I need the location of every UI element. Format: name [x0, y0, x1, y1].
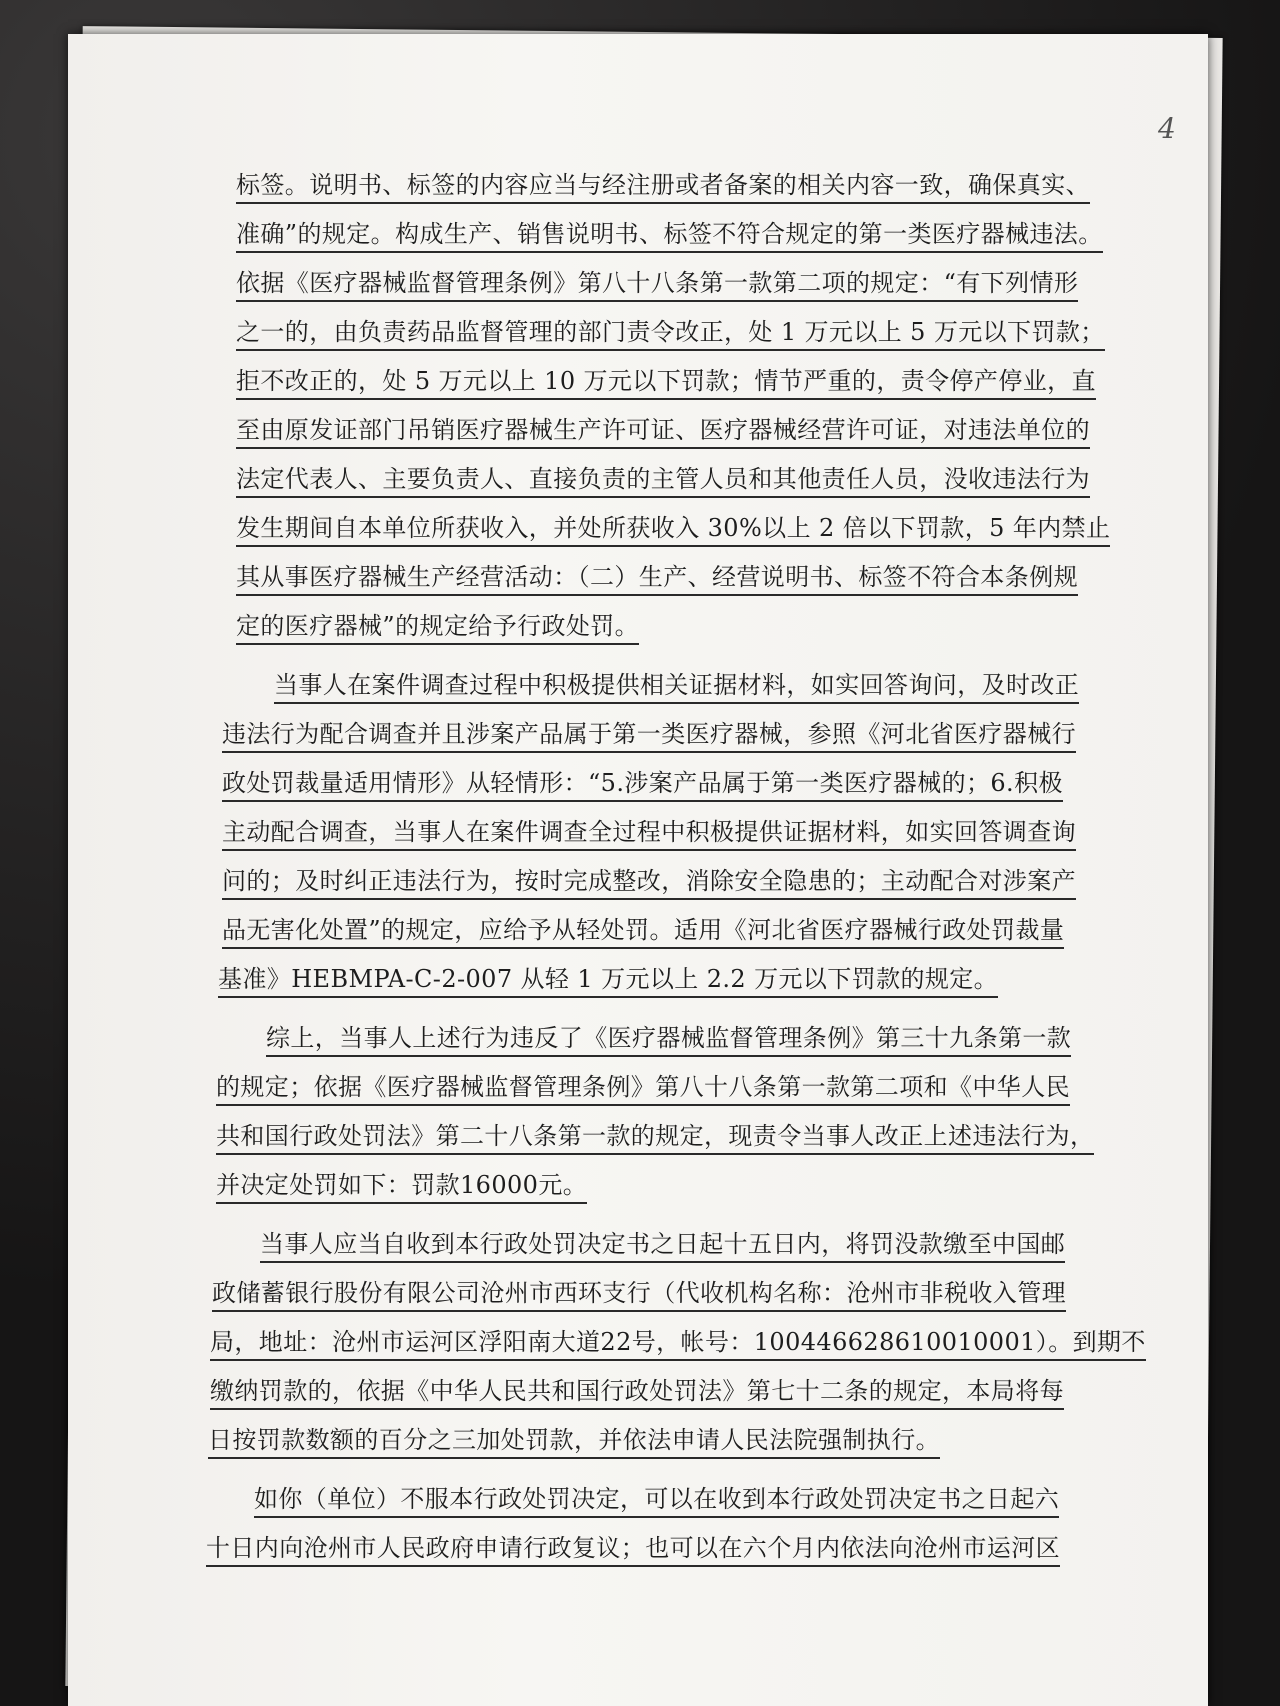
text-line: [196, 358, 1116, 405]
text-line: [196, 260, 1116, 307]
text-line-content: 共和国行政处罚法》第二十八条第一款的规定，现责令当事人改正上述违法行为，: [216, 1122, 1094, 1155]
text-line: [196, 956, 1116, 1003]
text-line: [196, 809, 1116, 856]
text-line: [196, 309, 1116, 356]
text-line: [196, 1064, 1116, 1111]
text-line: [196, 603, 1116, 650]
text-line-content: 发生期间自本单位所获收入，并处所获收入 30%以上 2 倍以下罚款，5 年内禁止: [236, 514, 1110, 547]
text-line: [196, 162, 1116, 209]
text-line-content: 拒不改正的，处 5 万元以上 10 万元以下罚款；情节严重的，责令停产停业，直: [236, 367, 1096, 400]
text-line-content: 主动配合调查，当事人在案件调查全过程中积极提供证据材料，如实回答调查询: [222, 818, 1076, 851]
text-line-content: 之一的，由负责药品监督管理的部门责令改正，处 1 万元以上 5 万元以下罚款；: [236, 318, 1105, 351]
text-line-content: 违法行为配合调查并且涉案产品属于第一类医疗器械，参照《河北省医疗器械行: [222, 720, 1076, 753]
text-line-content: 准确”的规定。构成生产、销售说明书、标签不符合规定的第一类医疗器械违法。: [236, 220, 1103, 253]
text-line-content: 标签。说明书、标签的内容应当与经注册或者备案的相关内容一致，确保真实、: [236, 171, 1090, 204]
text-line: [196, 407, 1116, 454]
text-line-content: 的规定；依据《医疗器械监督管理条例》第八十八条第一款第二项和《中华人民: [216, 1073, 1070, 1106]
text-line: [196, 1221, 1116, 1268]
text-line: [196, 554, 1116, 601]
text-line-content: 当事人在案件调查过程中积极提供相关证据材料，如实回答询问，及时改正: [274, 671, 1079, 704]
text-line-content: 政储蓄银行股份有限公司沧州市西环支行（代收机构名称：沧州市非税收入管理: [212, 1279, 1066, 1312]
text-line-content: 缴纳罚款的，依据《中华人民共和国行政处罚法》第七十二条的规定，本局将每: [210, 1377, 1064, 1410]
handwritten-page-number: 4: [1158, 112, 1176, 145]
text-line-content: 定的医疗器械”的规定给予行政处罚。: [236, 612, 639, 645]
text-line: [196, 1525, 1116, 1572]
text-line-content: 综上，当事人上述行为违反了《医疗器械监督管理条例》第三十九条第一款: [266, 1024, 1071, 1057]
text-line-content: 基准》HEBMPA-C-2-007 从轻 1 万元以上 2.2 万元以下罚款的规定。: [218, 965, 998, 998]
text-line-content: 如你（单位）不服本行政处罚决定，可以在收到本行政处罚决定书之日起六: [254, 1485, 1059, 1518]
text-line-content: 并决定处罚如下：罚款16000元。: [216, 1171, 587, 1204]
text-line: [196, 907, 1116, 954]
text-line: [196, 456, 1116, 503]
text-line: [196, 858, 1116, 905]
text-line: [196, 760, 1116, 807]
text-line: [196, 1417, 1116, 1464]
text-line: [196, 1270, 1116, 1317]
text-line: [196, 1368, 1116, 1415]
text-line-content: 问的；及时纠正违法行为，按时完成整改，消除安全隐患的；主动配合对涉案产: [222, 867, 1076, 900]
document-body: [196, 162, 1146, 1574]
text-line-content: 日按罚款数额的百分之三加处罚款，并依法申请人民法院强制执行。: [208, 1426, 940, 1459]
text-line: [196, 1162, 1116, 1209]
text-line-content: 法定代表人、主要负责人、直接负责的主管人员和其他责任人员，没收违法行为: [236, 465, 1090, 498]
text-line-content: 当事人应当自收到本行政处罚决定书之日起十五日内，将罚没款缴至中国邮: [260, 1230, 1065, 1263]
text-line: [196, 1015, 1116, 1062]
text-line-content: 十日内向沧州市人民政府申请行政复议；也可以在六个月内依法向沧州市运河区: [206, 1534, 1060, 1567]
text-line: [196, 662, 1116, 709]
text-line-content: 局，地址：沧州市运河区浮阳南大道22号，帐号：100446628610010001）。到期不: [210, 1328, 1146, 1361]
text-line-content: 品无害化处置”的规定，应给予从轻处罚。适用《河北省医疗器械行政处罚裁量: [222, 916, 1064, 949]
text-line-content: 依据《医疗器械监督管理条例》第八十八条第一款第二项的规定：“有下列情形: [236, 269, 1078, 302]
text-line-content: 政处罚裁量适用情形》从轻情形：“5.涉案产品属于第一类医疗器械的；6.积极: [222, 769, 1063, 802]
text-line: [196, 211, 1116, 258]
text-line: [196, 1113, 1116, 1160]
text-line-content: 其从事医疗器械生产经营活动：（二）生产、经营说明书、标签不符合本条例规: [236, 563, 1078, 596]
text-line-content: 至由原发证部门吊销医疗器械生产许可证、医疗器械经营许可证，对违法单位的: [236, 416, 1090, 449]
text-line: [196, 1476, 1116, 1523]
text-line: [196, 1319, 1146, 1366]
text-line: [196, 505, 1116, 552]
text-line: [196, 711, 1116, 758]
